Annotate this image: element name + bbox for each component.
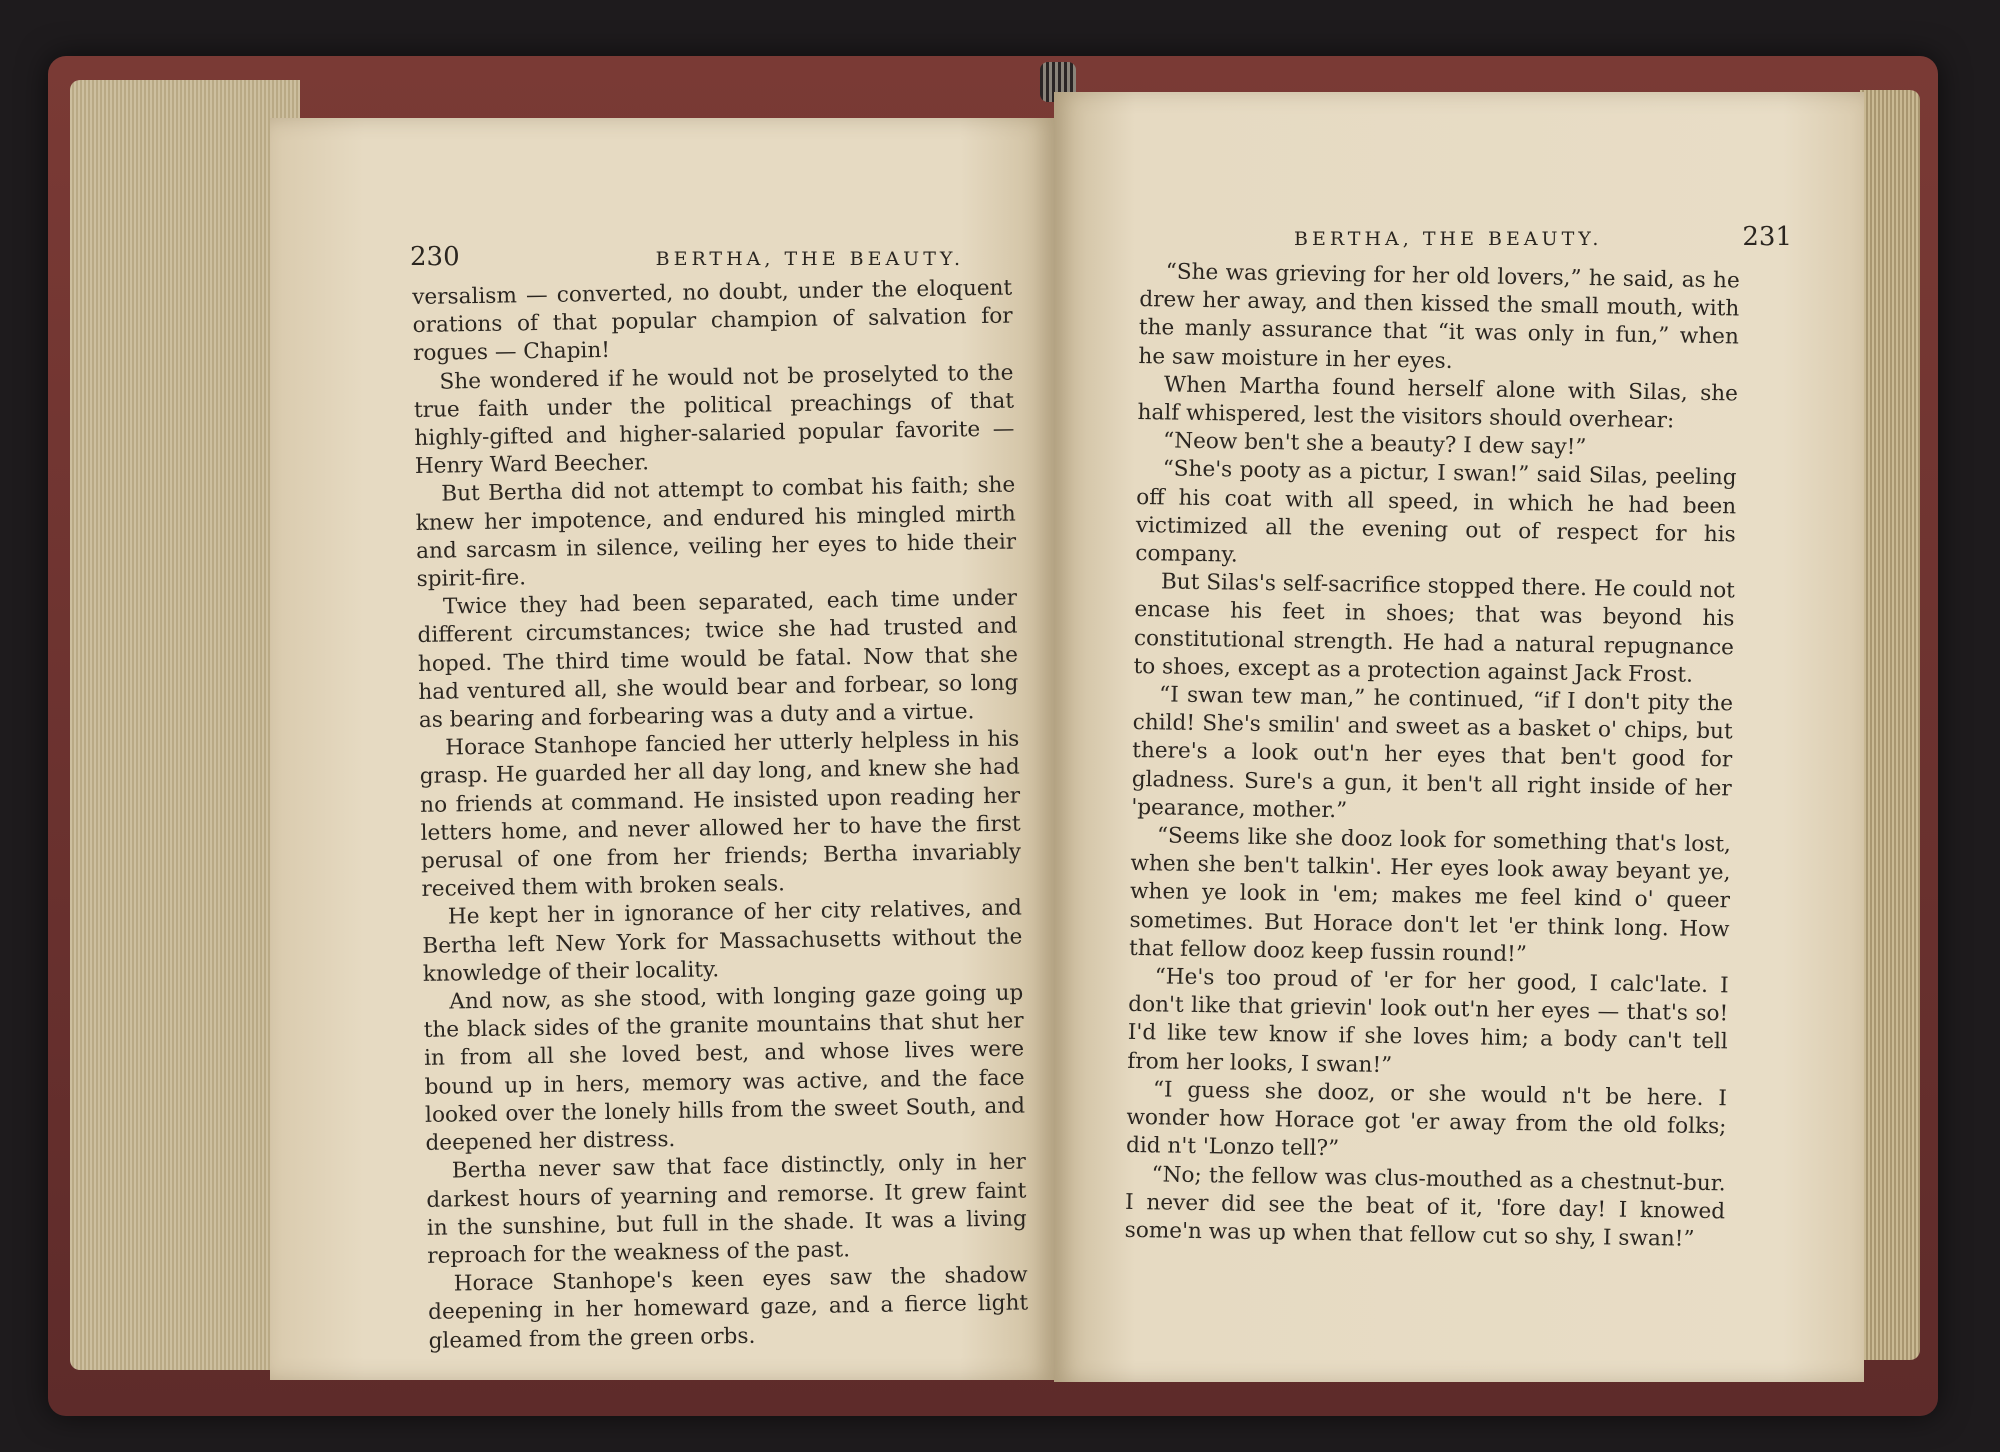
- right-paragraph: “She's pooty as a pictur, I swan!” said Silas, peeling off his coat with all speed, in which he had been victimized all the evening out of respect for his company.: [1135, 456, 1737, 568]
- left-page: [270, 118, 1054, 1380]
- right-page: [1054, 92, 1864, 1382]
- left-paragraph: But Bertha did not attempt to combat his faith; she knew her impotence, and endured his mingled mirth and sarcasm in silence, veiling her eyes to hide their spirit-fire.: [415, 472, 1017, 592]
- left-paragraph: Bertha never saw that face distinctly, only in her darkest hours of yearning and remorse. It grew faint in the sunshine, but full in the shade. It was a living reproach for the weakness of the past.: [426, 1149, 1027, 1269]
- left-paragraph: versalism — converted, no doubt, under the eloquent orations of that popular champion of salvation for rogues — Chapin!: [412, 275, 1013, 367]
- right-page-text: [1124, 258, 1739, 1254]
- right-paragraph: “I guess she dooz, or she would n't be here. I wonder how Horace got 'er away from the old folks; did n't 'Lonzo tell?”: [1125, 1077, 1728, 1162]
- left-paragraph: Horace Stanhope fancied her utterly helpless in his grasp. He guarded her all day long, and knew she had no friends at command. He insisted upon reading her letters home, and never allowed her to have the first perusal of one from her friends; Bertha invariably received them with broken seals.: [419, 726, 1022, 903]
- right-paragraph: “No; the fellow was clus-mouthed as a chestnut-bur. I never did see the beat of it, 'fore day! I knowed some'n was up when that fellow cut so shy, I swan!”: [1124, 1161, 1726, 1252]
- page-edges-left: [70, 80, 300, 1370]
- right-running-title: BERTHA, THE BEAUTY.: [1294, 228, 1603, 250]
- left-paragraph: Horace Stanhope's keen eyes saw the shadow deepening in her homeward gaze, and a fierce light gleamed from the green orbs.: [427, 1262, 1029, 1354]
- left-running-title: BERTHA, THE BEAUTY.: [655, 248, 964, 270]
- right-paragraph: “Neow ben't she a beauty? I dew say!”: [1162, 428, 1587, 461]
- left-page-number: 230: [410, 242, 460, 272]
- left-paragraph: Twice they had been separated, each time under different circumstances; twice she had trusted and hoped. The third time would be fatal. Now that she had ventured all, she would bear and forbear, so long as bearing and forbearing was a duty and a virtue.: [417, 585, 1019, 733]
- right-paragraph: When Martha found herself alone with Silas, she half whispered, lest the visitors should overhear:: [1137, 372, 1739, 434]
- right-paragraph: “She was grieving for her old lovers,” he said, as he drew her away, and then kissed the small mouth, with the manly assurance that “it was only in fun,” when he saw moisture in her eyes.: [1138, 259, 1740, 374]
- left-page-header: [270, 242, 1054, 272]
- right-page-number: 231: [1742, 222, 1792, 252]
- right-paragraph: “I swan tew man,” he continued, “if I don't pity the child! She's smilin' and sweet as a basket o' chips, but there's a look out'n her eyes that ben't good for gladness. Sure's a gun, it ben't all right inside of her 'pearance, mother.”: [1131, 682, 1734, 824]
- left-paragraph: And now, as she stood, with longing gaze going up the black sides of the granite mountains that shut her in from all she loved best, and whose lives were bound up in hers, memory was active, and the face looked over the lonely hills from the sweet South, and deepened her distress.: [423, 980, 1026, 1156]
- left-paragraph: He kept her in ignorance of her city relatives, and Bertha left New York for Massachusetts without the knowledge of their locality.: [422, 895, 1023, 987]
- right-paragraph: “Seems like she dooz look for something that's lost, when she ben't talkin'. Her eyes look away beyant ye, when ye look in 'em; makes me feel kind o' queer sometimes. But Horace don't let 'er think long. How that fellow dooz keep fussin round!”: [1128, 823, 1732, 968]
- right-page-header: [1054, 222, 1864, 252]
- right-paragraph: “He's too proud of 'er for her good, I calc'late. I don't like that grievin' look out'n her eyes — that's so! I'd like tew know if she loves him; a body can't tell from her looks, I swan!”: [1127, 964, 1729, 1078]
- right-paragraph: But Silas's self-sacrifice stopped there. He could not encase his feet in shoes; that was beyond his constitutional strength. He had a natural repugnance to shoes, except as a protection against Jack Frost.: [1133, 569, 1736, 688]
- page-edges-right: [1860, 90, 1920, 1360]
- left-paragraph: She wondered if he would not be proselyted to the true faith under the political preachings of that highly-gifted and higher-salaried popular favorite — Henry Ward Beecher.: [413, 360, 1015, 480]
- left-page-text: [412, 275, 1029, 1356]
